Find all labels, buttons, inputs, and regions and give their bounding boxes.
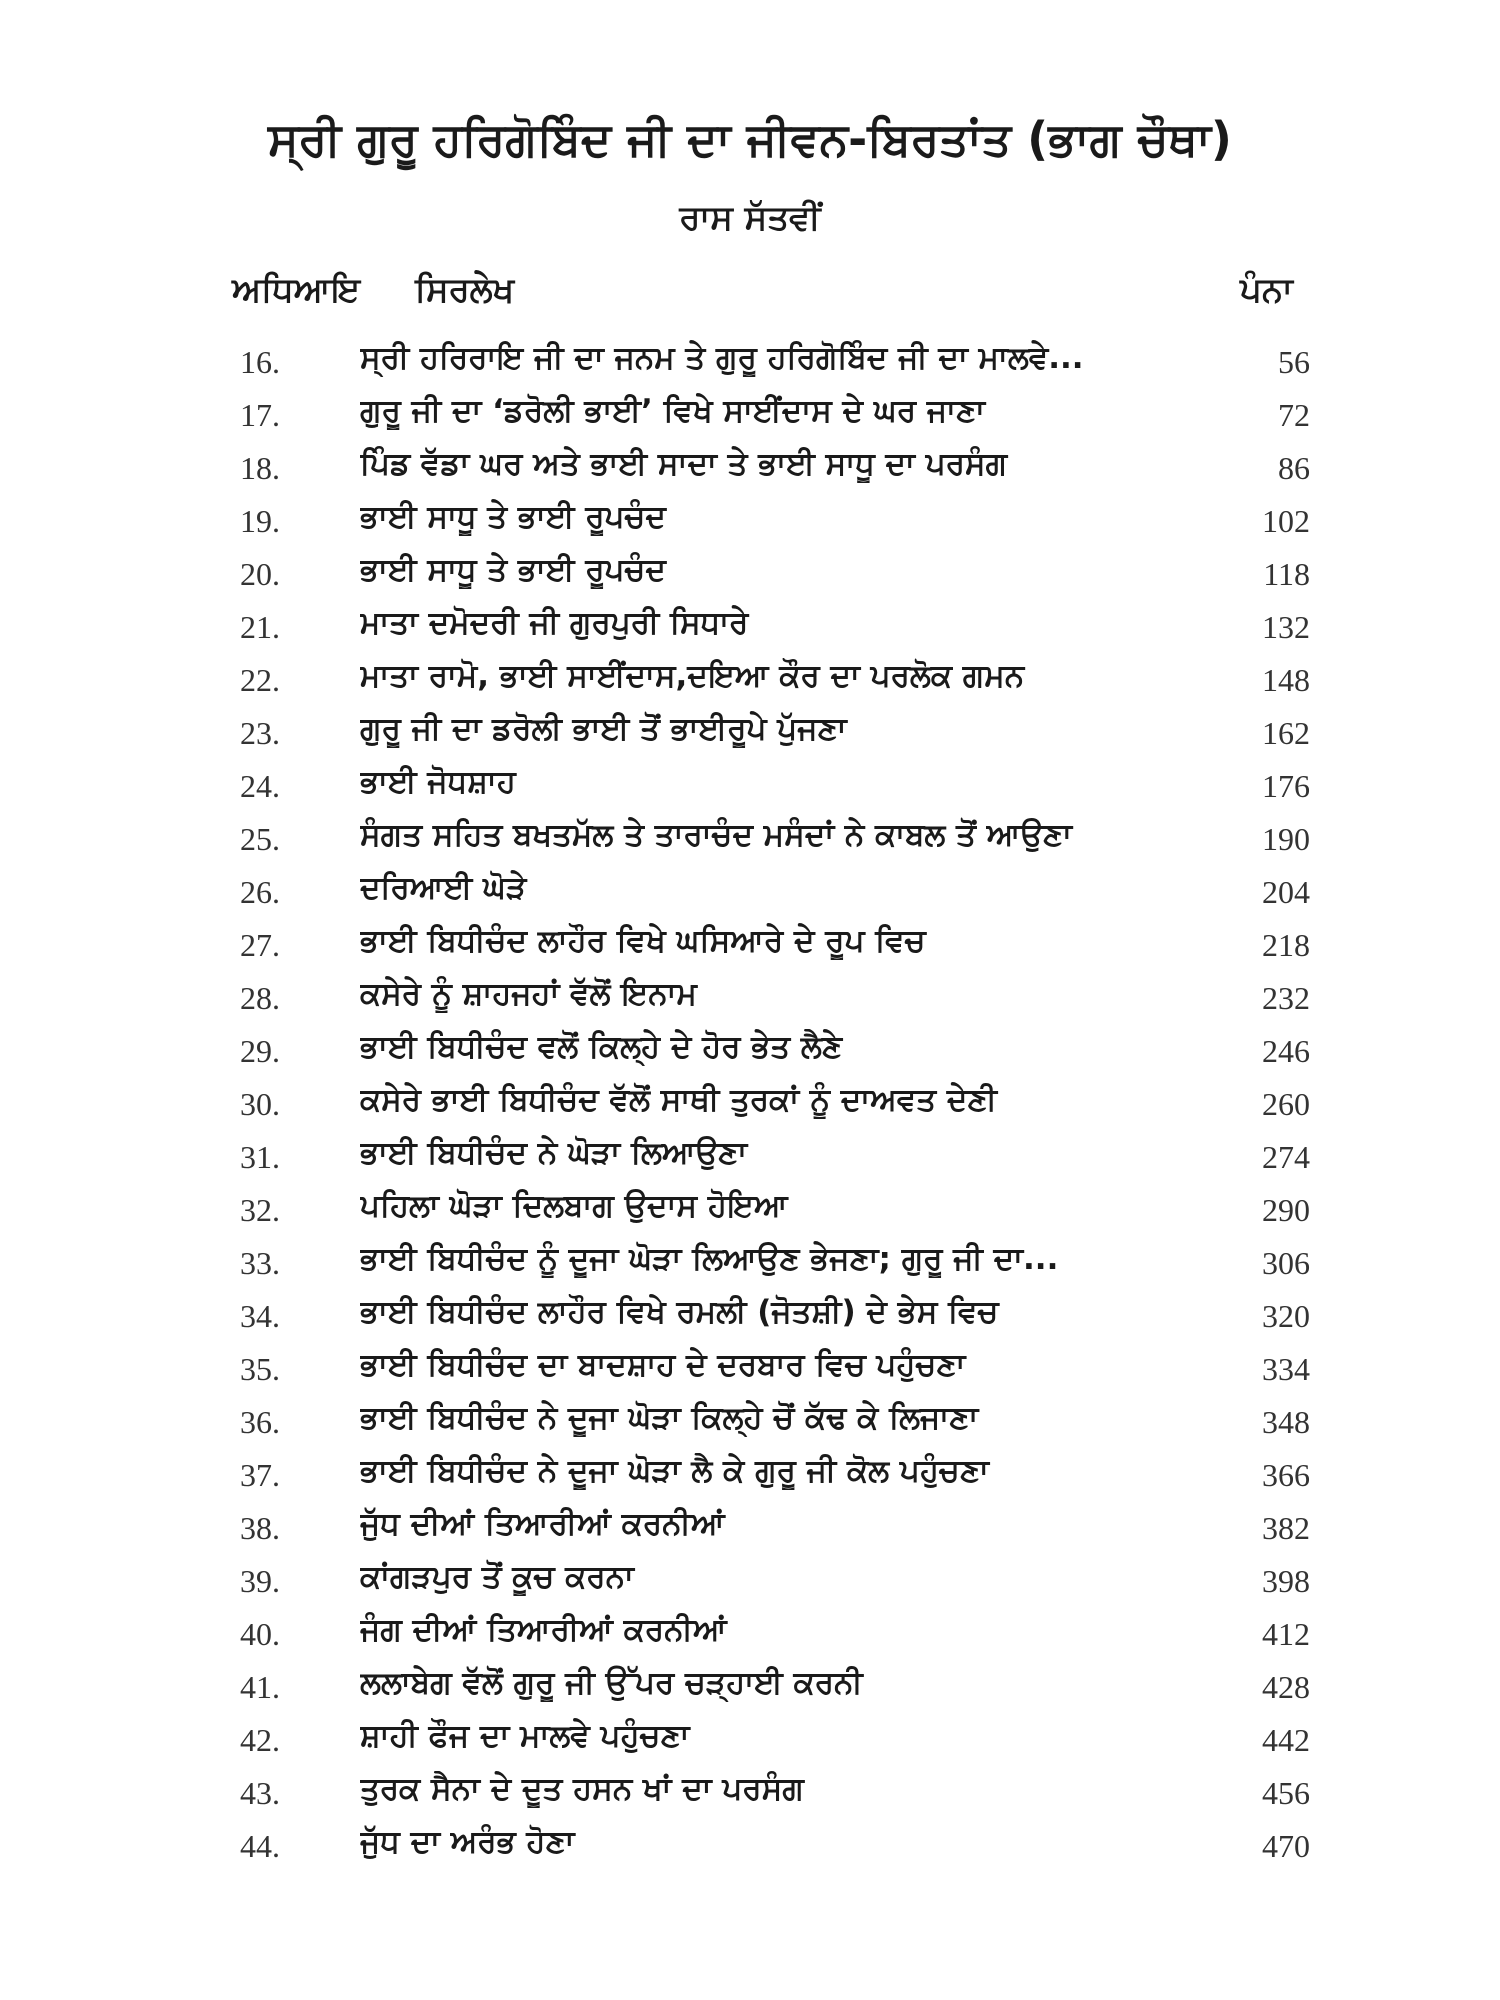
chapter-number: 43.	[240, 1775, 280, 1811]
toc-entry	[0, 1506, 1500, 1559]
page-number: 260	[1262, 1086, 1310, 1122]
chapter-title: ਤੁਰਕ ਸੈਨਾ ਦੇ ਦੂਤ ਹਸਨ ਖਾਂ ਦਾ ਪਰਸੰਗ	[360, 1771, 804, 1807]
toc-entry	[0, 870, 1500, 923]
page-number: 86	[1278, 450, 1310, 486]
chapter-title: ਜੰਗ ਦੀਆਂ ਤਿਆਰੀਆਂ ਕਰਨੀਆਂ	[360, 1612, 727, 1648]
chapter-number: 33.	[240, 1245, 280, 1281]
toc-entry	[0, 1665, 1500, 1718]
page-number: 246	[1262, 1033, 1310, 1069]
chapter-title: ਮਾਤਾ ਦਮੋਦਰੀ ਜੀ ਗੁਰਪੁਰੀ ਸਿਧਾਰੇ	[360, 605, 749, 641]
page-subtitle: ਰਾਸ ਸੱਤਵੀਂ	[679, 198, 821, 238]
chapter-number: 31.	[240, 1139, 280, 1175]
page-number: 176	[1262, 768, 1310, 804]
toc-entry	[0, 499, 1500, 552]
toc-entry	[0, 923, 1500, 976]
toc-entry	[0, 1400, 1500, 1453]
chapter-number: 25.	[240, 821, 280, 857]
chapter-title: ਜੁੱਧ ਦੀਆਂ ਤਿਆਰੀਆਂ ਕਰਨੀਆਂ	[360, 1506, 725, 1542]
chapter-title: ਕਸੇਰੇ ਭਾਈ ਬਿਧੀਚੰਦ ਵੱਲੋਂ ਸਾਥੀ ਤੁਰਕਾਂ ਨੂੰ ਦਾਅਵਤ ਦੇਣੀ	[360, 1082, 997, 1118]
chapter-number: 32.	[240, 1192, 280, 1228]
toc-entry	[0, 1347, 1500, 1400]
chapter-number: 34.	[240, 1298, 280, 1334]
column-header-title: ਸਿਰਲੇਖ	[415, 270, 515, 310]
page-number: 382	[1262, 1510, 1310, 1546]
chapter-number: 17.	[240, 397, 280, 433]
chapter-title: ਸ਼ਾਹੀ ਫੌਜ ਦਾ ਮਾਲਵੇ ਪਹੁੰਚਣਾ	[360, 1718, 690, 1754]
chapter-number: 38.	[240, 1510, 280, 1546]
page-number: 56	[1278, 344, 1310, 380]
chapter-title: ਜੁੱਧ ਦਾ ਅਰੰਭ ਹੋਣਾ	[360, 1824, 575, 1860]
toc-entry	[0, 1824, 1500, 1877]
chapter-number: 39.	[240, 1563, 280, 1599]
chapter-number: 42.	[240, 1722, 280, 1758]
chapter-title: ਭਾਈ ਬਿਧੀਚੰਦ ਨੇ ਦੂਜਾ ਘੋੜਾ ਲੈ ਕੇ ਗੁਰੂ ਜੀ ਕੋਲ ਪਹੁੰਚਣਾ	[360, 1453, 989, 1489]
page-number: 102	[1262, 503, 1310, 539]
chapter-number: 37.	[240, 1457, 280, 1493]
toc-entry	[0, 1135, 1500, 1188]
toc-entry	[0, 1771, 1500, 1824]
page-number: 456	[1262, 1775, 1310, 1811]
chapter-title: ਪਿੰਡ ਵੱਡਾ ਘਰ ਅਤੇ ਭਾਈ ਸਾਦਾ ਤੇ ਭਾਈ ਸਾਧੂ ਦਾ ਪਰਸੰਗ	[360, 446, 1008, 482]
chapter-title: ਕਾਂਗੜਪੁਰ ਤੋਂ ਕੂਚ ਕਰਨਾ	[360, 1559, 634, 1595]
toc-entry	[0, 1559, 1500, 1612]
page-number: 398	[1262, 1563, 1310, 1599]
column-header-page: ਪੰਨਾ	[1240, 270, 1293, 310]
chapter-number: 40.	[240, 1616, 280, 1652]
toc-entry	[0, 1241, 1500, 1294]
page-number: 132	[1262, 609, 1310, 645]
chapter-number: 23.	[240, 715, 280, 751]
chapter-title: ਭਾਈ ਸਾਧੂ ਤੇ ਭਾਈ ਰੂਪਚੰਦ	[360, 552, 666, 588]
page-number: 428	[1262, 1669, 1310, 1705]
page-number: 334	[1262, 1351, 1310, 1387]
chapter-title: ਕਸੇਰੇ ਨੂੰ ਸ਼ਾਹਜਹਾਂ ਵੱਲੋਂ ਇਨਾਮ	[360, 976, 697, 1012]
chapter-title: ਭਾਈ ਬਿਧੀਚੰਦ ਨੂੰ ਦੂਜਾ ਘੋੜਾ ਲਿਆਉਣ ਭੇਜਣਾ; ਗੁਰੂ ਜੀ ਦਾ...	[360, 1241, 1059, 1277]
chapter-title: ਭਾਈ ਬਿਧੀਚੰਦ ਲਾਹੌਰ ਵਿਖੇ ਘਸਿਆਰੇ ਦੇ ਰੂਪ ਵਿਚ	[360, 923, 926, 959]
page-number: 320	[1262, 1298, 1310, 1334]
chapter-title: ਭਾਈ ਬਿਧੀਚੰਦ ਲਾਹੌਰ ਵਿਖੇ ਰਮਲੀ (ਜੋਤਸ਼ੀ) ਦੇ ਭੇਸ ਵਿਚ	[360, 1294, 999, 1330]
toc-entry	[0, 1718, 1500, 1771]
chapter-number: 28.	[240, 980, 280, 1016]
page-number: 470	[1262, 1828, 1310, 1864]
chapter-number: 22.	[240, 662, 280, 698]
page-number: 162	[1262, 715, 1310, 751]
toc-entry	[0, 1082, 1500, 1135]
page-number: 118	[1263, 556, 1310, 592]
page-number: 218	[1262, 927, 1310, 963]
toc-entry	[0, 1453, 1500, 1506]
page-number: 348	[1262, 1404, 1310, 1440]
chapter-number: 24.	[240, 768, 280, 804]
chapter-number: 19.	[240, 503, 280, 539]
chapter-title: ਭਾਈ ਜੋਧਸ਼ਾਹ	[360, 764, 516, 800]
page-number: 72	[1278, 397, 1310, 433]
chapter-title: ਭਾਈ ਬਿਧੀਚੰਦ ਵਲੋਂ ਕਿਲ੍ਹੇ ਦੇ ਹੋਰ ਭੇਤ ਲੈਣੇ	[360, 1029, 843, 1065]
page-number: 204	[1262, 874, 1310, 910]
chapter-number: 27.	[240, 927, 280, 963]
page-number: 366	[1262, 1457, 1310, 1493]
chapter-number: 18.	[240, 450, 280, 486]
toc-entry	[0, 817, 1500, 870]
chapter-number: 29.	[240, 1033, 280, 1069]
page-number: 190	[1262, 821, 1310, 857]
chapter-title: ਭਾਈ ਸਾਧੂ ਤੇ ਭਾਈ ਰੂਪਚੰਦ	[360, 499, 666, 535]
table-of-contents	[0, 340, 1500, 1877]
page-number: 412	[1262, 1616, 1310, 1652]
column-header-chapter: ਅਧਿਆਇ	[232, 270, 361, 310]
chapter-number: 16.	[240, 344, 280, 380]
chapter-title: ਦਰਿਆਈ ਘੋੜੇ	[360, 870, 527, 906]
chapter-title: ਗੁਰੂ ਜੀ ਦਾ ਡਰੋਲੀ ਭਾਈ ਤੋਂ ਭਾਈਰੂਪੇ ਪੁੱਜਣਾ	[360, 711, 847, 747]
toc-entry	[0, 605, 1500, 658]
chapter-number: 44.	[240, 1828, 280, 1864]
toc-entry	[0, 976, 1500, 1029]
chapter-number: 36.	[240, 1404, 280, 1440]
chapter-number: 30.	[240, 1086, 280, 1122]
chapter-title: ਪਹਿਲਾ ਘੋੜਾ ਦਿਲਬਾਗ ਉਦਾਸ ਹੋਇਆ	[360, 1188, 788, 1224]
page-number: 442	[1262, 1722, 1310, 1758]
chapter-title: ਗੁਰੂ ਜੀ ਦਾ ‘ਡਰੋਲੀ ਭਾਈ’ ਵਿਖੇ ਸਾਈਂਦਾਸ ਦੇ ਘਰ ਜਾਣਾ	[360, 393, 986, 429]
toc-entry	[0, 658, 1500, 711]
toc-entry	[0, 764, 1500, 817]
page-title: ਸ੍ਰੀ ਗੁਰੂ ਹਰਿਗੋਬਿੰਦ ਜੀ ਦਾ ਜੀਵਨ-ਬਿਰਤਾਂਤ (ਭਾਗ ਚੌਥਾ)	[268, 112, 1232, 166]
chapter-title: ਸ੍ਰੀ ਹਰਿਰਾਇ ਜੀ ਦਾ ਜਨਮ ਤੇ ਗੁਰੂ ਹਰਿਗੋਬਿੰਦ ਜੀ ਦਾ ਮਾਲਵੇ...	[360, 340, 1084, 376]
chapter-title: ਲਲਾਬੇਗ ਵੱਲੋਂ ਗੁਰੂ ਜੀ ਉੱਪਰ ਚੜ੍ਹਾਈ ਕਰਨੀ	[360, 1665, 863, 1701]
toc-entry	[0, 446, 1500, 499]
toc-entry	[0, 552, 1500, 605]
page-number: 290	[1262, 1192, 1310, 1228]
toc-entry	[0, 1612, 1500, 1665]
page-number: 306	[1262, 1245, 1310, 1281]
chapter-title: ਸੰਗਤ ਸਹਿਤ ਬਖਤਮੱਲ ਤੇ ਤਾਰਾਚੰਦ ਮਸੰਦਾਂ ਨੇ ਕਾਬਲ ਤੋਂ ਆਉਣਾ	[360, 817, 1072, 853]
chapter-number: 21.	[240, 609, 280, 645]
page-number: 232	[1262, 980, 1310, 1016]
chapter-title: ਭਾਈ ਬਿਧੀਚੰਦ ਦਾ ਬਾਦਸ਼ਾਹ ਦੇ ਦਰਬਾਰ ਵਿਚ ਪਹੁੰਚਣਾ	[360, 1347, 966, 1383]
toc-entry	[0, 1188, 1500, 1241]
page-number: 274	[1262, 1139, 1310, 1175]
chapter-number: 35.	[240, 1351, 280, 1387]
toc-entry	[0, 393, 1500, 446]
chapter-number: 26.	[240, 874, 280, 910]
chapter-number: 20.	[240, 556, 280, 592]
toc-entry	[0, 1294, 1500, 1347]
chapter-title: ਮਾਤਾ ਰਾਮੋ, ਭਾਈ ਸਾਈਂਦਾਸ,ਦਇਆ ਕੌਰ ਦਾ ਪਰਲੋਕ ਗਮਨ	[360, 658, 1025, 694]
chapter-title: ਭਾਈ ਬਿਧੀਚੰਦ ਨੇ ਦੂਜਾ ਘੋੜਾ ਕਿਲ੍ਹੇ ਚੋਂ ਕੱਢ ਕੇ ਲਿਜਾਣਾ	[360, 1400, 979, 1436]
toc-entry	[0, 711, 1500, 764]
toc-entry	[0, 1029, 1500, 1082]
chapter-number: 41.	[240, 1669, 280, 1705]
page-number: 148	[1262, 662, 1310, 698]
chapter-title: ਭਾਈ ਬਿਧੀਚੰਦ ਨੇ ਘੋੜਾ ਲਿਆਉਣਾ	[360, 1135, 748, 1171]
toc-entry	[0, 340, 1500, 393]
